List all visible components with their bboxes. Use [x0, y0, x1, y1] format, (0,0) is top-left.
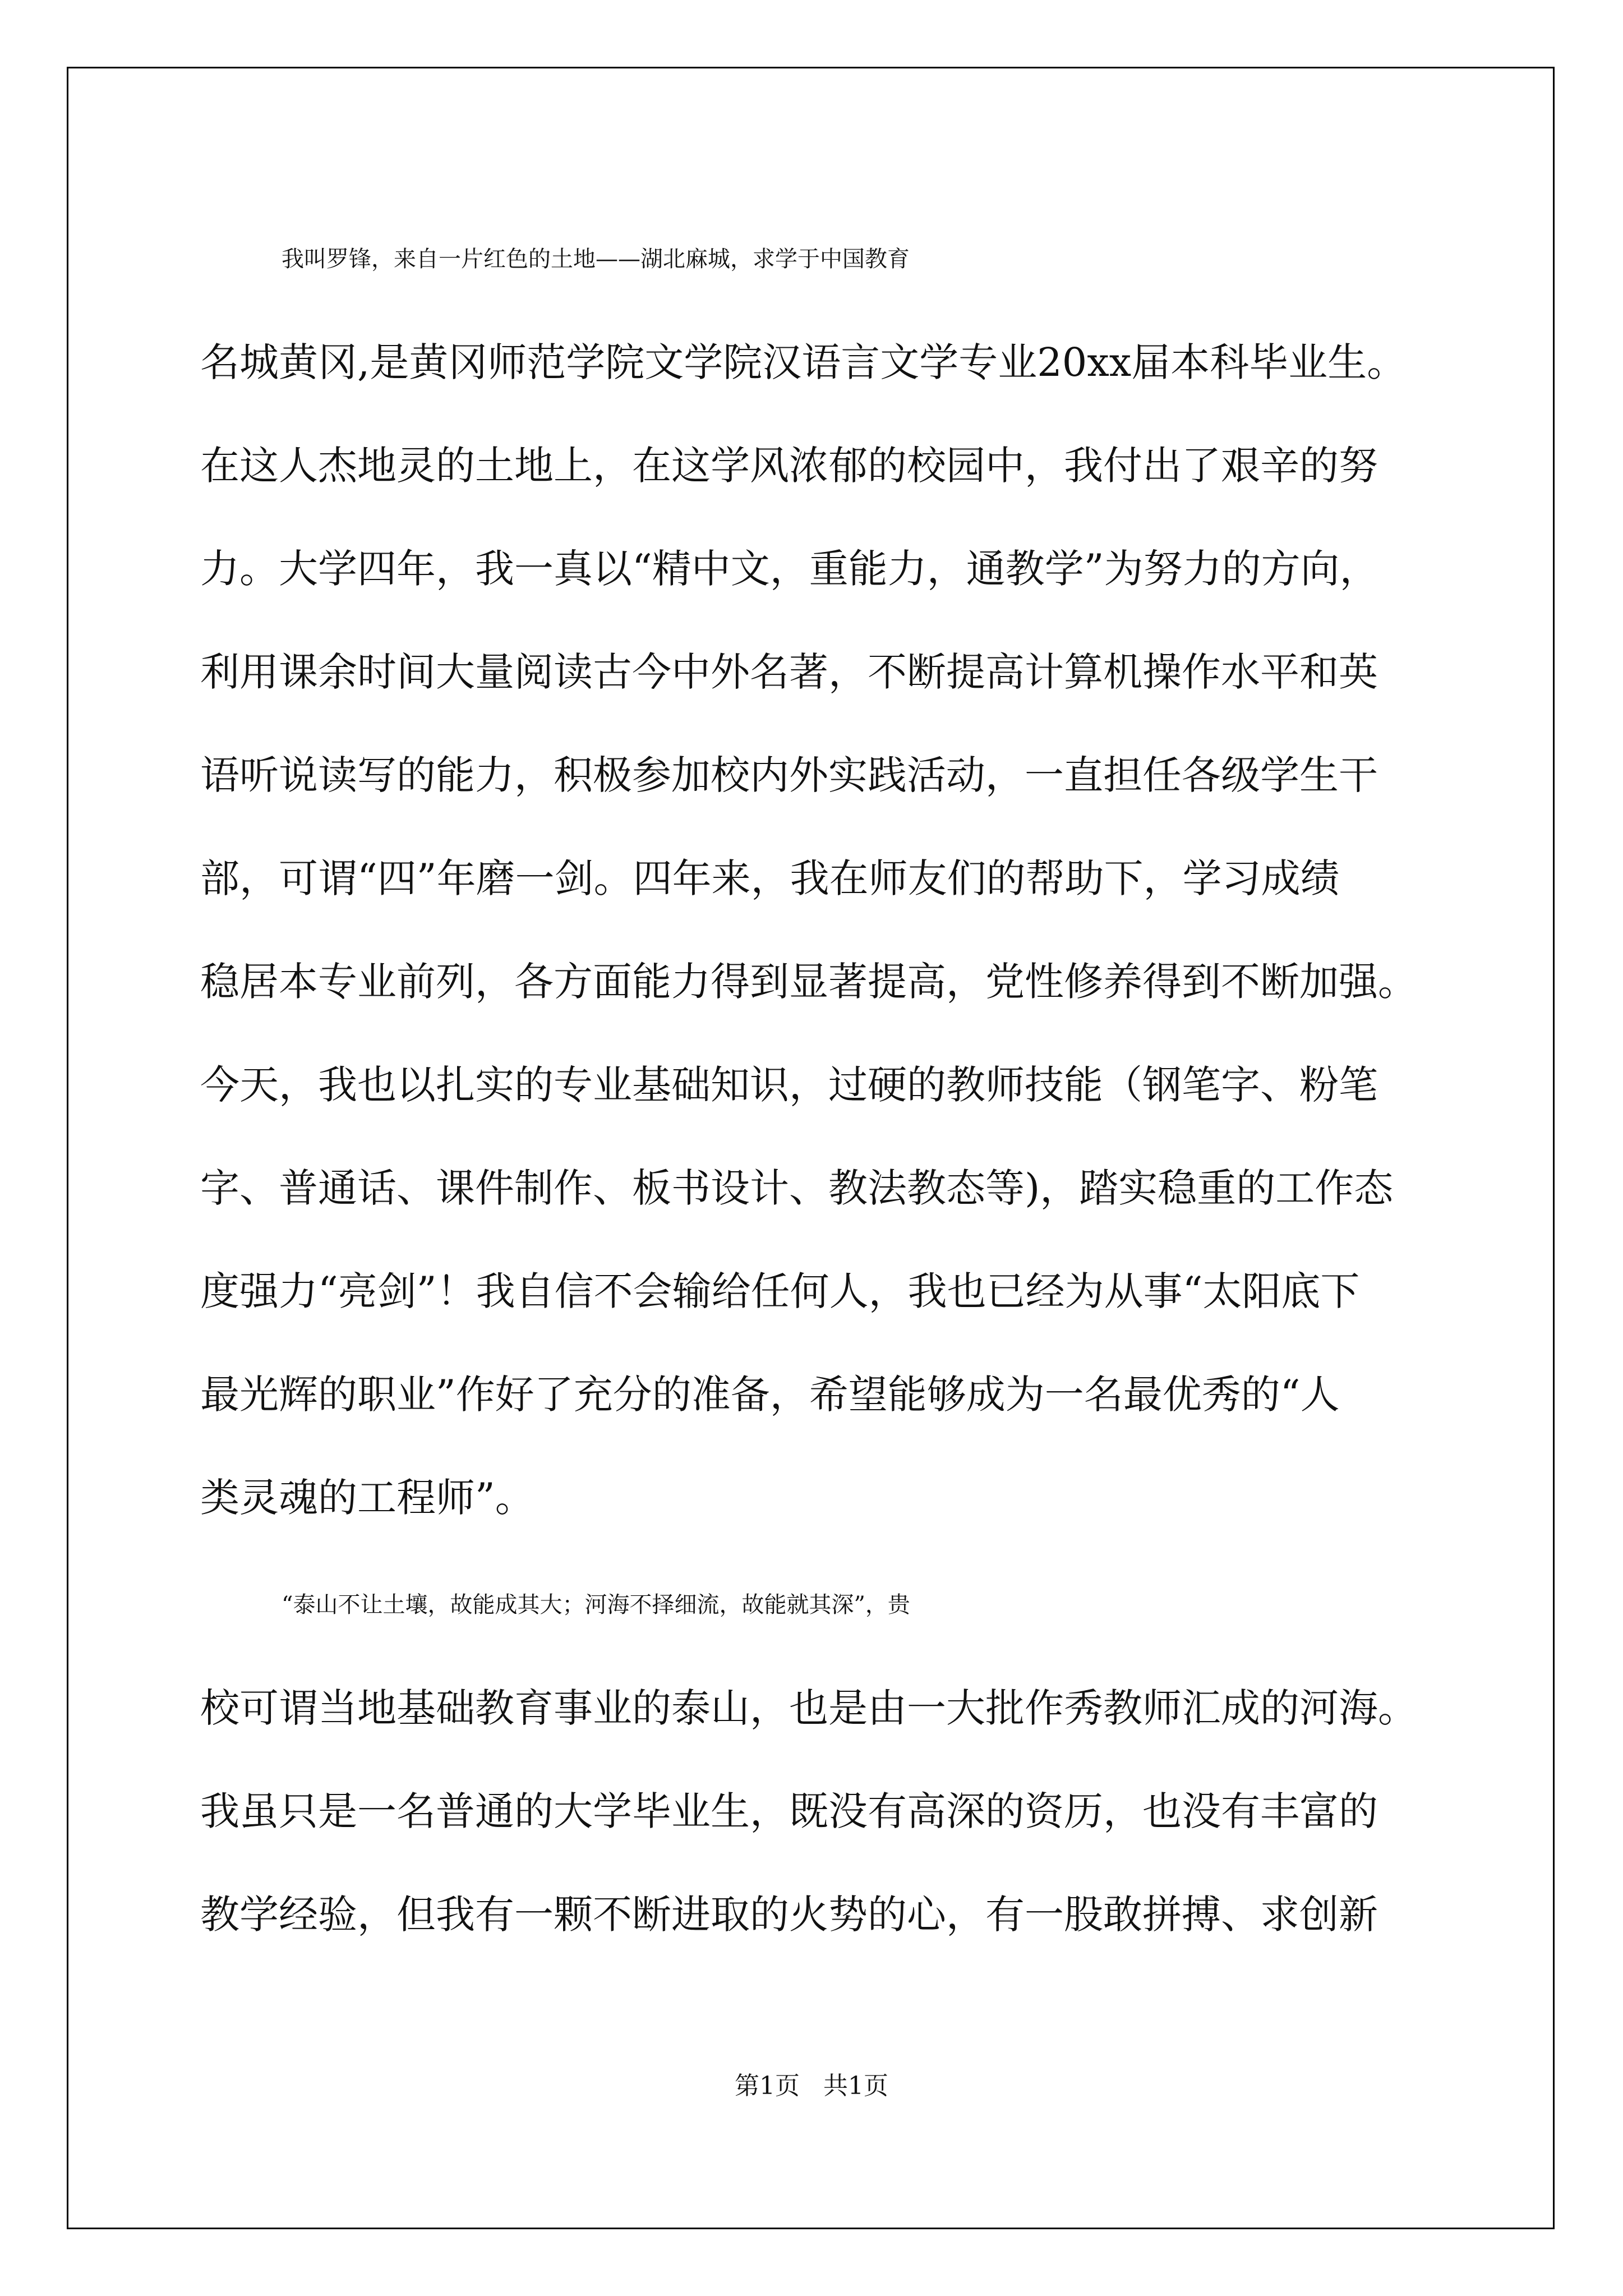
text-line: 字、普通话、课件制作、板书设计、教法教态等)，踏实稳重的工作态: [200, 1165, 1394, 1211]
page-footer: 第1页 共1页: [735, 2072, 888, 2100]
text-line: 语听说读写的能力，积极参加校内外实践活动，一直担任各级学生干: [200, 752, 1378, 798]
text-line: 力。大学四年，我一真以“精中文，重能力，通教学”为努力的方向，: [200, 546, 1379, 592]
text-line: “泰山不让土壤，故能成其大；河海不择细流，故能就其深”，贵: [282, 1592, 910, 1618]
text-line: 校可谓当地基础教育事业的泰山，也是由一大批作秀教师汇成的河海。: [200, 1685, 1417, 1731]
paragraph: [200, 208, 1484, 1549]
text-line: 教学经验，但我有一颗不断进取的火势的心，有一股敢拼搏、求创新: [200, 1892, 1378, 1938]
text-line: 最光辉的职业”作好了充分的准备，希望能够成为一名最优秀的“人: [200, 1372, 1340, 1418]
text-line: 类灵魂的工程师”。: [200, 1475, 534, 1521]
text-line: 在这人杰地灵的土地上，在这学风浓郁的校园中，我付出了艰辛的努: [200, 443, 1378, 489]
text-line: 度强力“亮剑”！我自信不会输给任何人，我也已经为从事“太阳底下: [200, 1268, 1360, 1314]
text-line: 利用课余时间大量阅读古今中外名著，不断提高计算机操作水平和英: [200, 649, 1378, 695]
text-line: 部，可谓“四”年磨一剑。四年来，我在师友们的帮助下，学习成绩: [200, 855, 1340, 901]
document-body: [200, 208, 1484, 1966]
text-line: 今天，我也以扎实的专业基础知识，过硬的教师技能（钢笔字、粉笔: [200, 1062, 1378, 1108]
text-line: 我虽只是一名普通的大学毕业生，既没有高深的资历，也没有丰富的: [200, 1788, 1378, 1834]
paragraph: [200, 1553, 1484, 1966]
text-line: 我叫罗锋，来自一片红色的土地——湖北麻城，求学于中国教育: [282, 246, 910, 272]
text-line: 名城黄冈,是黄冈师范学院文学院汉语言文学专业20xx届本科毕业生。: [200, 339, 1407, 385]
text-line: 稳居本专业前列，各方面能力得到显著提高，党性修养得到不断加强。: [200, 959, 1417, 1005]
